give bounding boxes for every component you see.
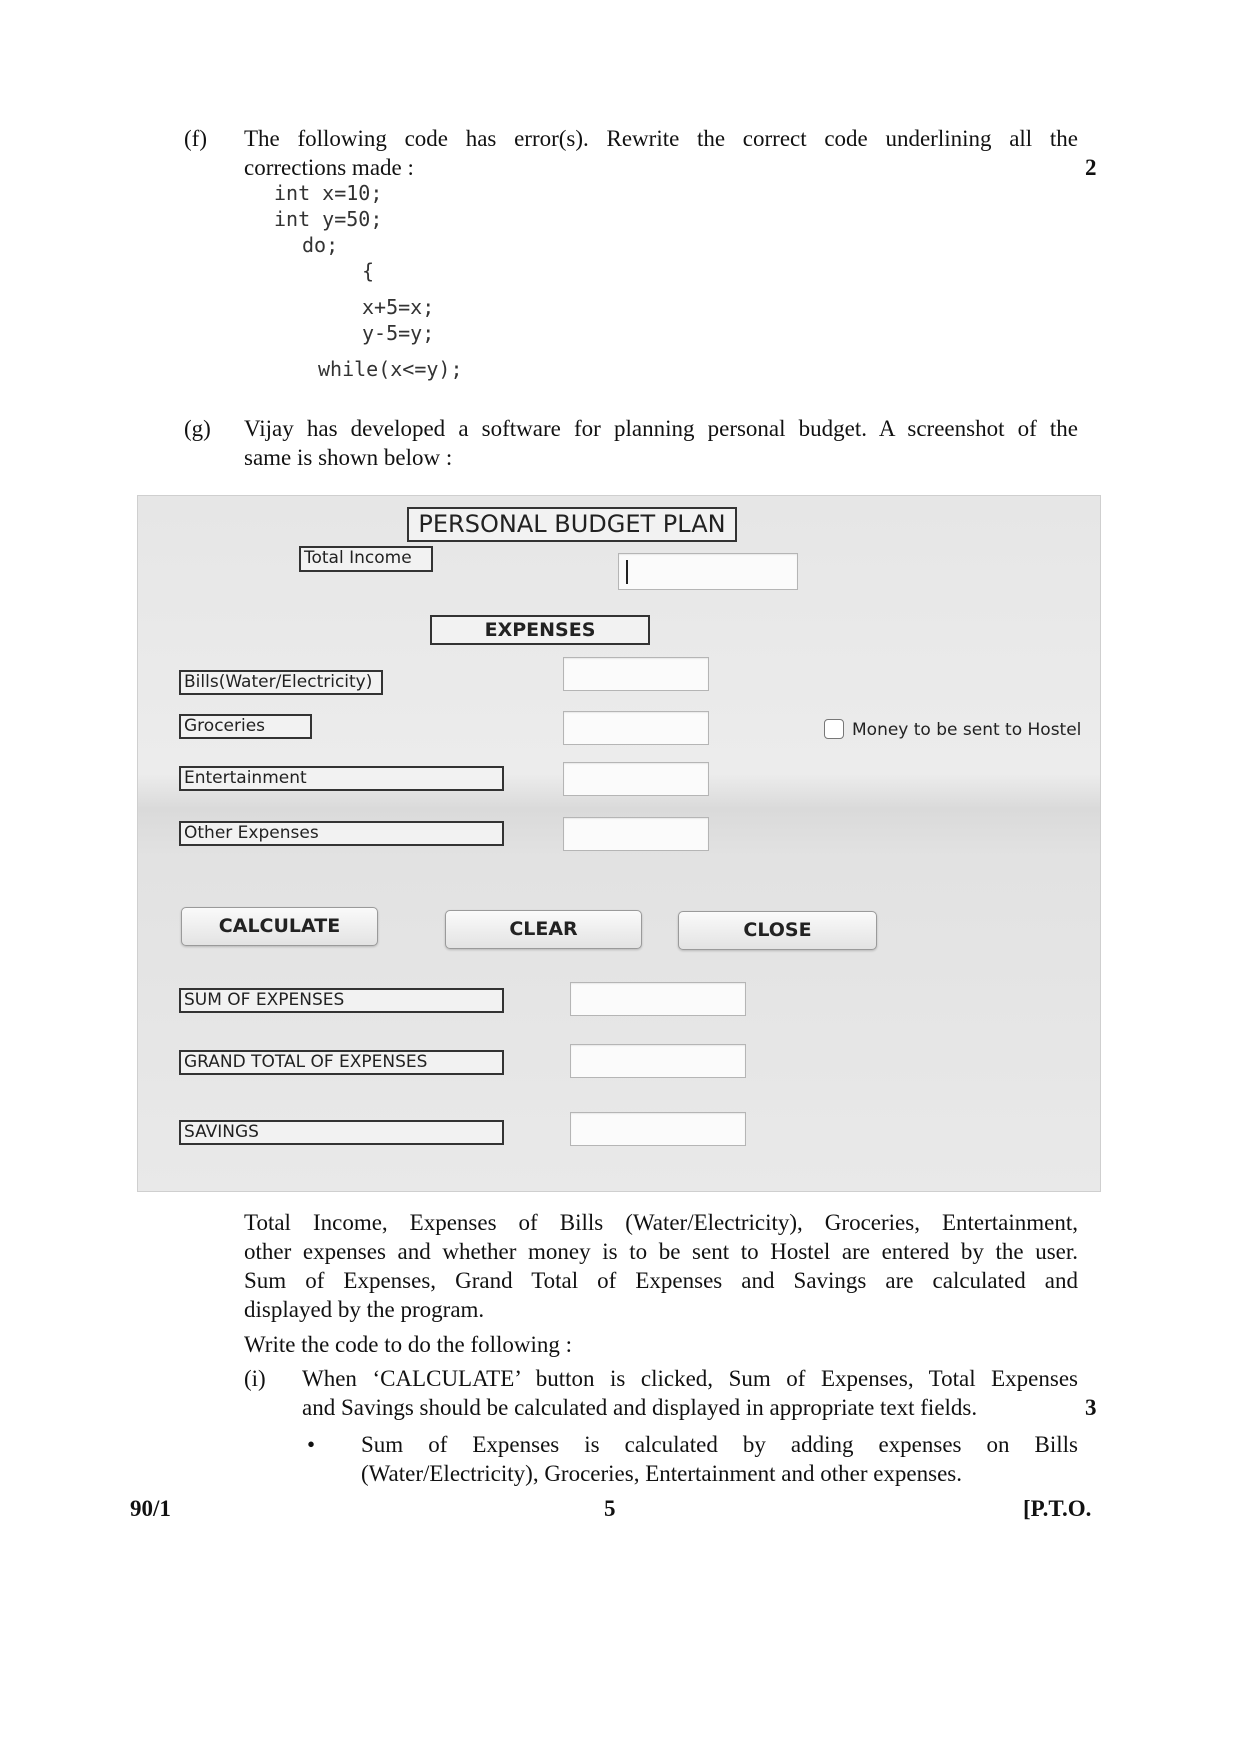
code-line: while(x<=y); xyxy=(318,357,463,381)
description-line: displayed by the program. xyxy=(244,1297,485,1322)
description-line: Total Income, Expenses of Bills (Water/Electricity), Groceries, Entertainment, xyxy=(244,1210,1078,1235)
code-line: y-5=y; xyxy=(362,321,435,345)
description-line: other expenses and whether money is to be sent to Hostel are entered by the user. xyxy=(244,1239,1078,1264)
question-f-label: (f) xyxy=(184,126,207,151)
code-line: int x=10; xyxy=(274,181,383,205)
groceries-label: Groceries xyxy=(179,714,312,739)
entertainment-label: Entertainment xyxy=(179,766,504,791)
total-income-label: Total Income xyxy=(299,546,433,572)
question-g-text-line1: Vijay has developed a software for planning personal budget. A screenshot of the xyxy=(244,416,1078,441)
item-i-line: When ‘CALCULATE’ button is clicked, Sum of Expenses, Total Expenses xyxy=(302,1366,1078,1391)
question-g-label: (g) xyxy=(184,416,211,441)
other-expenses-label: Other Expenses xyxy=(179,821,504,846)
total-income-field[interactable] xyxy=(618,553,798,590)
hostel-checkbox-label: Money to be sent to Hostel xyxy=(852,720,1082,740)
clear-button[interactable]: CLEAR xyxy=(445,910,642,949)
item-i-marks: 3 xyxy=(1085,1395,1097,1420)
sum-of-expenses-label: SUM OF EXPENSES xyxy=(179,988,504,1013)
question-f-text-line1: The following code has error(s). Rewrite the correct code underlining all the xyxy=(244,126,1078,151)
calculate-button[interactable]: CALCULATE xyxy=(181,907,378,946)
budget-app-screenshot xyxy=(137,495,1101,1192)
bullet: • xyxy=(307,1432,316,1457)
app-title: PERSONAL BUDGET PLAN xyxy=(407,507,737,542)
footer-paper-code: 90/1 xyxy=(130,1496,171,1521)
grand-total-label: GRAND TOTAL OF EXPENSES xyxy=(179,1050,504,1075)
code-line: do; xyxy=(302,233,339,257)
other-expenses-field[interactable] xyxy=(563,817,709,851)
bullet-text-line: (Water/Electricity), Groceries, Entertainment and other expenses. xyxy=(361,1461,962,1486)
question-f-text-line2: corrections made : xyxy=(244,155,414,180)
expenses-heading: EXPENSES xyxy=(430,615,650,645)
instruction-text: Write the code to do the following : xyxy=(244,1332,573,1357)
footer-pto: [P.T.O. xyxy=(1023,1496,1092,1521)
grand-total-field[interactable] xyxy=(570,1044,746,1078)
savings-field[interactable] xyxy=(570,1112,746,1146)
close-button[interactable]: CLOSE xyxy=(678,911,877,950)
code-line: { xyxy=(362,259,375,283)
code-line: int y=50; xyxy=(274,207,383,231)
item-i-line: and Savings should be calculated and displayed in appropriate text fields. xyxy=(302,1395,978,1420)
savings-label: SAVINGS xyxy=(179,1120,504,1145)
bullet-text-line: Sum of Expenses is calculated by adding expenses on Bills xyxy=(361,1432,1078,1457)
question-f-marks: 2 xyxy=(1085,155,1097,180)
code-line: x+5=x; xyxy=(362,295,435,319)
entertainment-field[interactable] xyxy=(563,762,709,796)
text-cursor xyxy=(626,560,628,584)
groceries-field[interactable] xyxy=(563,711,709,745)
hostel-checkbox[interactable] xyxy=(824,719,844,739)
description-line: Sum of Expenses, Grand Total of Expenses and Savings are calculated and xyxy=(244,1268,1078,1293)
sum-of-expenses-field[interactable] xyxy=(570,982,746,1016)
bills-field[interactable] xyxy=(563,657,709,691)
question-g-text-line2: same is shown below : xyxy=(244,445,453,470)
bills-label: Bills(Water/Electricity) xyxy=(179,670,383,695)
footer-page-number: 5 xyxy=(604,1496,616,1521)
item-i-label: (i) xyxy=(244,1366,266,1391)
